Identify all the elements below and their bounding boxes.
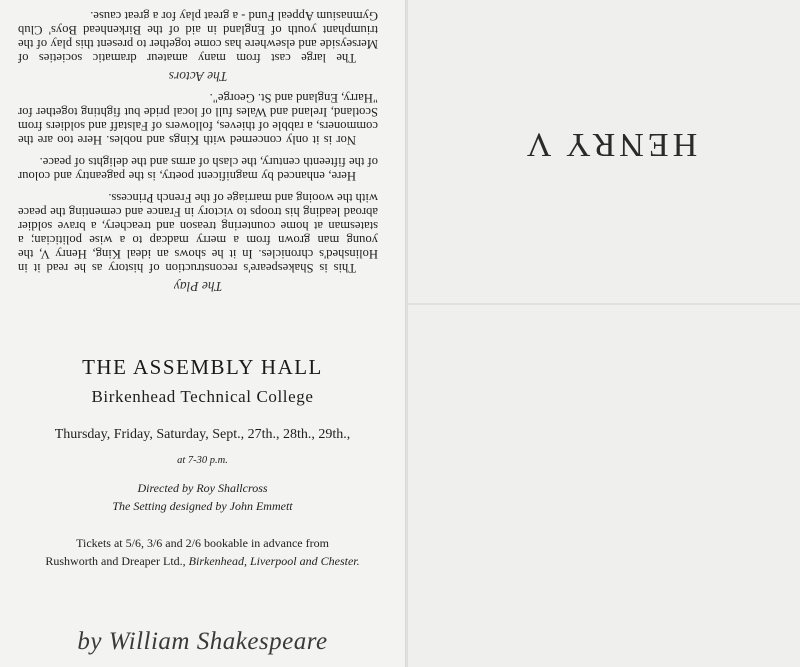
actors-heading: The Actors <box>168 69 228 84</box>
cover-title: HENRY V <box>522 126 698 163</box>
performance-dates: Thursday, Friday, Saturday, Sept., 27th., 28th., 29th., <box>54 427 351 442</box>
play-paragraph: This is Shakespeare's reconstruction of history as he read it in Holinshed's chronicles. In it he shows an ideal King, Henry V, the young man grown from a merry madcap to a wise politician; a statesman at home countering treason and treachery, a brave soldier abroad leading his troops to victory in France and cementing the peace with the wooing and marriage of the French Princess. <box>18 191 378 275</box>
director-credit: Directed by Roy Shallcross <box>137 481 268 495</box>
author-credit: by William Shakespeare <box>77 628 328 655</box>
booking-info <box>0 554 405 569</box>
venue-title: THE ASSEMBLY HALL <box>82 355 323 379</box>
setting-credit: The Setting designed by John Emmett <box>112 499 293 513</box>
leaflet-cover-panel <box>408 0 800 667</box>
booking-agent: Rushworth and Dreaper Ltd., <box>45 554 186 568</box>
upside-down-description <box>18 9 378 294</box>
college-name: Birkenhead Technical College <box>91 387 314 406</box>
play-heading: The Play <box>173 279 223 294</box>
play-paragraph: Nor is it only concerned with Kings and nobles. Here too are the commoners, a rabble of thieves, followers of Falstaff and soldiers from Scotland, Ireland and Wales full of local pride but fighting together for "Harry, England and St. George". <box>18 91 378 147</box>
horizontal-crease <box>408 303 800 305</box>
ticket-prices: Tickets at 5/6, 3/6 and 2/6 bookable in advance from <box>76 536 329 550</box>
actors-paragraph: The large cast from many amateur dramatic societies of Merseyside and elsewhere has come together to present this play of the triumphant youth of England in aid of the Birkenhead Boys' Club Gymnasium Appeal Fund - a great play for a great cause. <box>18 9 378 65</box>
play-paragraph: Here, enhanced by magnificent poetry, is the pageantry and colour of the fifteenth century, the clash of arms and the delights of peace. <box>18 155 378 183</box>
booking-places: Birkenhead, Liverpool and Chester. <box>188 554 360 568</box>
performance-time: at 7-30 p.m. <box>177 455 228 466</box>
